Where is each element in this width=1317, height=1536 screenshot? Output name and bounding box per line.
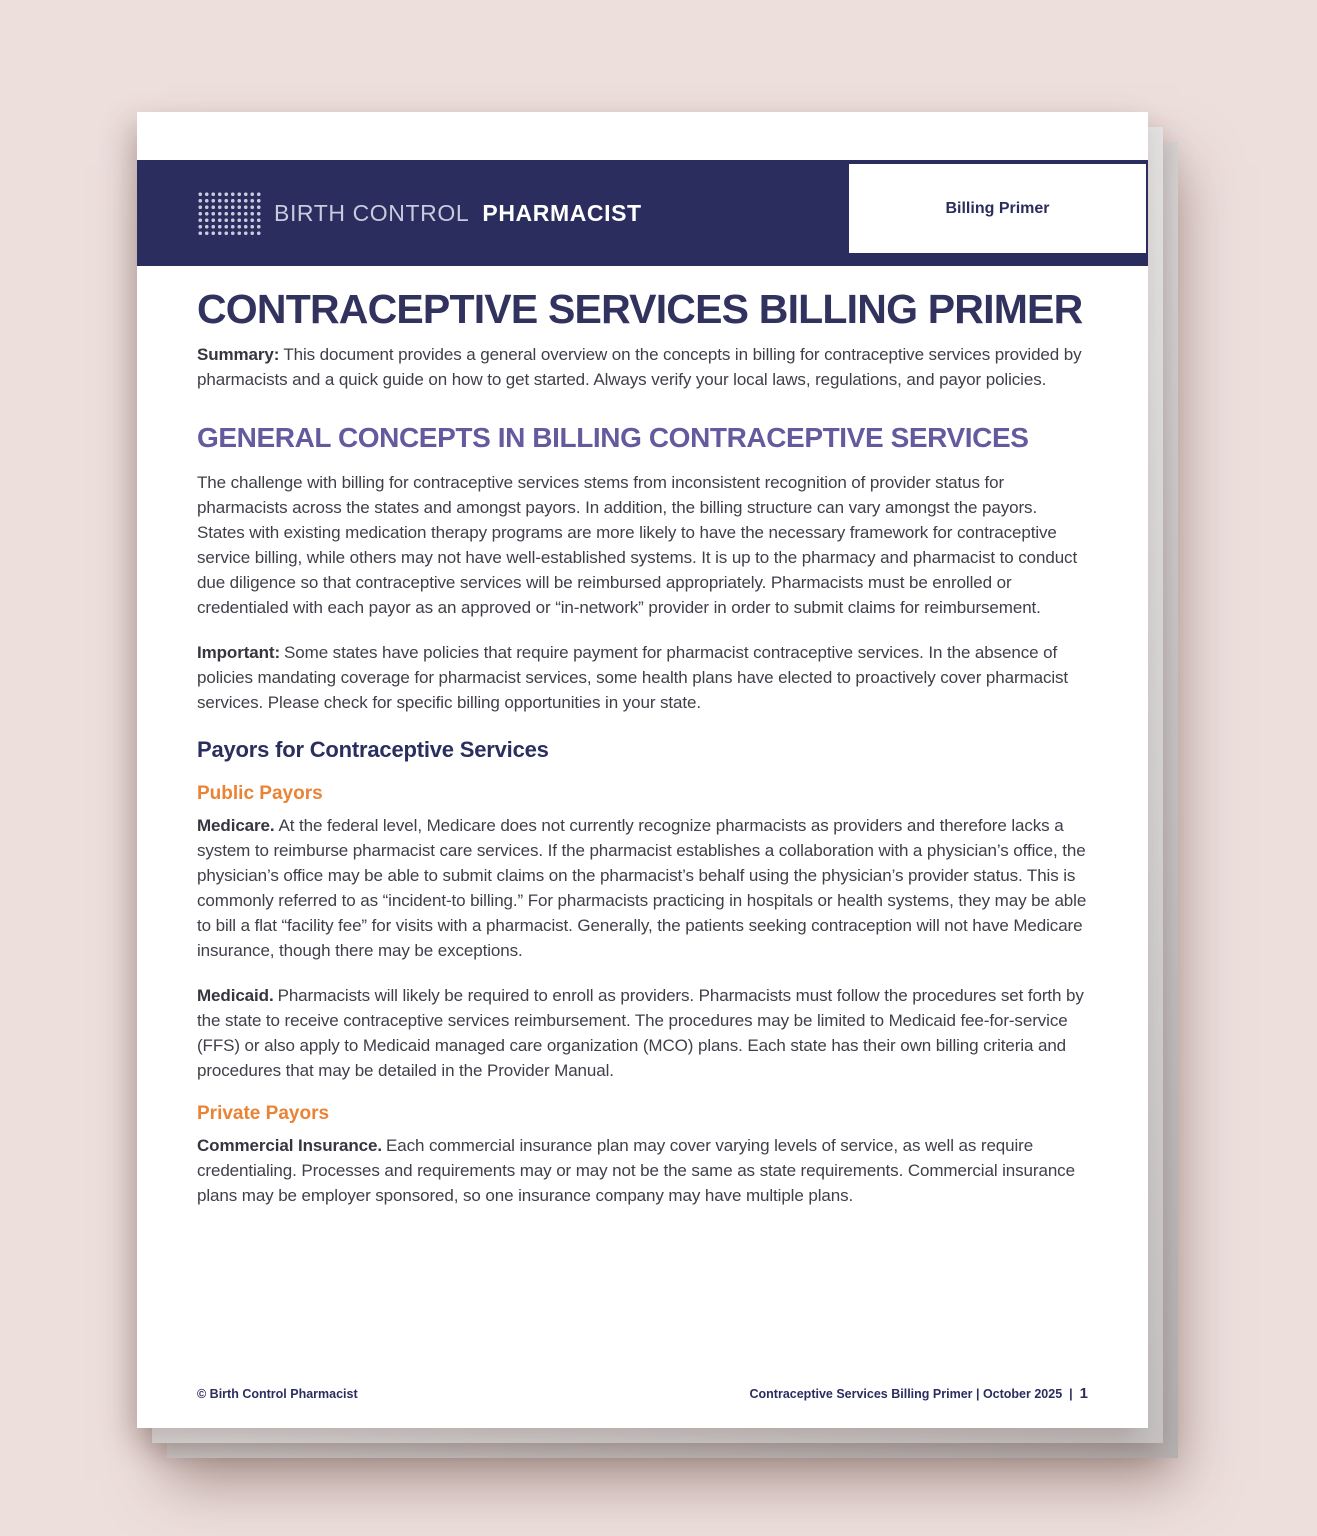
medicare-label: Medicare. xyxy=(197,816,275,835)
general-concepts-paragraph: The challenge with billing for contraceptive services stems from inconsistent recognition of provider status for pharmacists across the states and amongst payors. In addition, the billing structure can vary amongst the payors. States with existing medication therapy programs are more likely to have the necessary framework for contraceptive service billing, while others may not have well-established systems. It is up to the pharmacy and pharmacist to conduct due diligence so that contraceptive services will be reimbursed appropriately. Pharmacists must be enrolled or credentialed with each payor as an approved or “in-network” provider in order to submit claims for reimbursement. xyxy=(197,473,1078,617)
summary-label: Summary: xyxy=(197,345,280,364)
document-page xyxy=(137,112,1148,1428)
footer-doc-info xyxy=(750,1385,1089,1402)
footer-doc-title-date: Contraceptive Services Billing Primer | October 2025 xyxy=(749,1387,1063,1401)
heading-payors: Payors for Contraceptive Services xyxy=(197,737,549,762)
footer-copyright: © Birth Control Pharmacist xyxy=(197,1387,358,1401)
section-heading-general-concepts: GENERAL CONCEPTS IN BILLING CONTRACEPTIVE SERVICES xyxy=(197,422,1029,453)
document-title: CONTRACEPTIVE SERVICES BILLING PRIMER xyxy=(197,286,1083,332)
billing-primer-tab: Billing Primer xyxy=(847,162,1148,255)
important-label: Important: xyxy=(197,643,281,662)
summary-paragraph xyxy=(197,342,1088,392)
document-content xyxy=(137,286,1148,1208)
medicaid-paragraph xyxy=(197,983,1088,1083)
dot-grid-logo-icon xyxy=(197,191,261,236)
brand-text xyxy=(274,200,642,227)
medicare-text: At the federal level, Medicare does not currently recognize pharmacists as providers and therefore lacks a system to reimburse pharmacist care services. If the pharmacist establishes a collaboration with a physician’s office, the physician’s office may be able to submit claims on the pharmacist’s behalf using the physician’s provider status. This is commonly referred to as “incident-to billing.” For pharmacists practicing in hospitals or health systems, they may be able to bill a flat “facility fee” for visits with a pharmacist. Generally, the patients seeking contraception will not have Medicare insurance, though there may be exceptions. xyxy=(197,816,1087,960)
commercial-insurance-paragraph xyxy=(197,1133,1088,1208)
summary-text: This document provides a general overview on the concepts in billing for contraceptive services provided by pharmacists and a quick guide on how to get started. Always verify your local laws, regulations, and payor policies. xyxy=(197,345,1082,389)
page-footer xyxy=(197,1385,1088,1402)
medicaid-text: Pharmacists will likely be required to enroll as providers. Pharmacists must follow the procedures set forth by the state to receive contraceptive services reimbursement. The procedures may be limited to Medicaid fee-for-service (FFS) or also apply to Medicaid managed care organization (MCO) plans. Each state has their own billing criteria and procedures that may be detailed in the Provider Manual. xyxy=(197,986,1084,1080)
important-text: Some states have policies that require payment for pharmacist contraceptive services. In the absence of policies mandating coverage for pharmacist services, some health plans have elected to proactively cover pharmacist services. Please check for specific billing opportunities in your state. xyxy=(197,643,1069,712)
brand-name-light: BIRTH CONTROL xyxy=(274,199,469,226)
footer-page-number: 1 xyxy=(1079,1385,1088,1402)
commercial-insurance-text: Each commercial insurance plan may cover varying levels of service, as well as require credentialing. Processes and requirements may or may not be the same as state requirements. Commercial insurance plans may be employer sponsored, so one insurance company may have multiple plans. xyxy=(197,1136,1075,1205)
medicare-paragraph xyxy=(197,813,1088,963)
subheading-private-payors: Private Payors xyxy=(197,1103,330,1124)
footer-separator: | xyxy=(1069,1387,1073,1401)
brand-name-bold: PHARMACIST xyxy=(482,199,642,226)
header-banner xyxy=(137,160,1148,266)
commercial-insurance-label: Commercial Insurance. xyxy=(197,1136,382,1155)
important-paragraph xyxy=(197,640,1088,715)
subheading-public-payors: Public Payors xyxy=(197,783,323,804)
medicaid-label: Medicaid. xyxy=(197,986,274,1005)
